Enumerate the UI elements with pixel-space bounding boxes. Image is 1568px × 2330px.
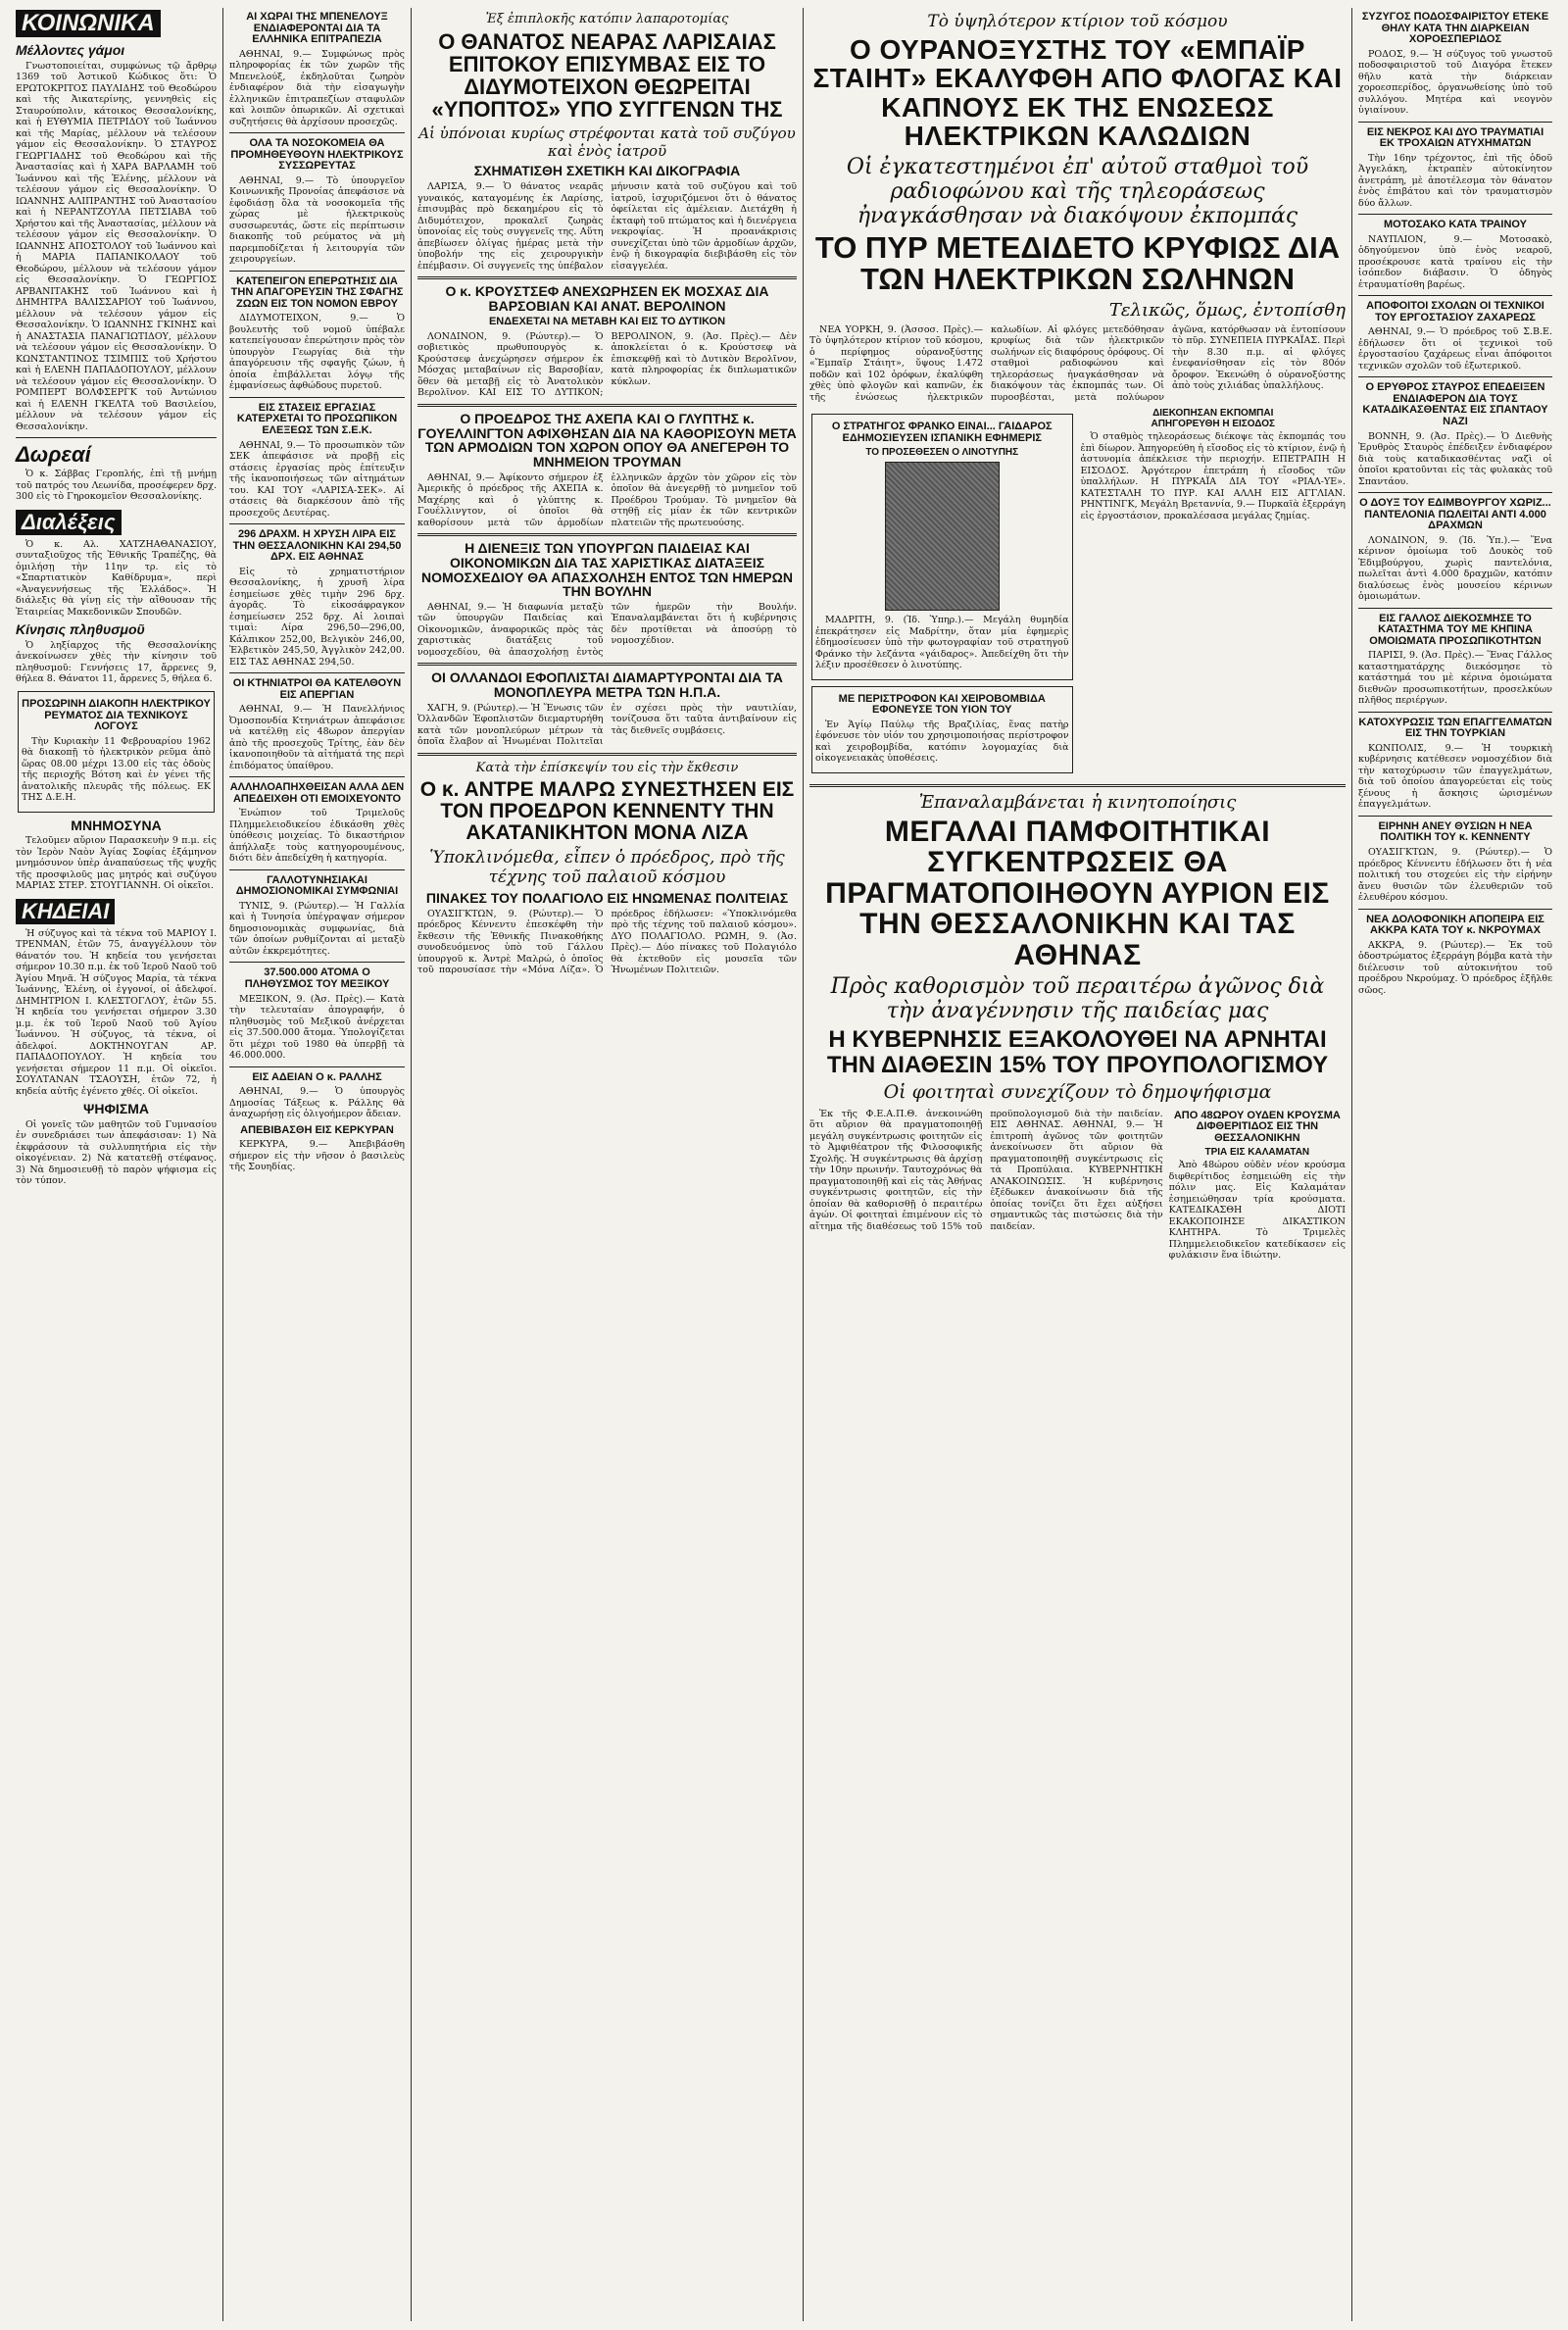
dialexeis-heading: Διαλέξεις	[16, 510, 122, 535]
kideiai-text: Ἡ σύζυγος καὶ τὰ τέκνα τοῦ ΜΑΡΙΟΥ Ι. ΤΡΕΝΜΑΝ, ἐτῶν 75, ἀναγγέλλουν τὸν θάνατόν του. Ἡ κηδεία του γενήσεται σήμερον 10.30 π.μ. ἐκ τοῦ Ἱεροῦ Ναοῦ τοῦ Ἁγίου Μηνᾶ. Ἡ σύζυγος Μαρία, τὰ τέκνα Ἰωάννης, Ἑλένη, οἱ ἐγγονοί, οἱ ἀδελφοί. ΔΗΜΗΤΡΙΟΝ Ι. ΚΛΕΣΤΟΓΛΟΥ, ἐτῶν 55. Ἡ κηδεία του γενήσεται σήμερον 3.30 μ.μ. ἐκ τοῦ Ἱεροῦ Ναοῦ τοῦ Ἁγίου Ἰωάννου. Ἡ σύζυγος, τὰ τέκνα, οἱ ἀδελφοί. ΔΟΚΤΗΝΟΥΓΑΝ ΑΡ. ΠΑΠΑΔΟΠΟΥΛΟΥ. Ἡ κηδεία του γενήσεται σήμερον 11 π.μ. Οἱ οἰκεῖοι. ΣΟΥΛΤΑΝΑΝ ΤΣΑΟΥΣΗ, ἐτῶν 72, ἡ κηδεία αὐτῆς ἐγένετο χθές. Οἱ οἰκεῖοι.	[16, 927, 217, 1097]
article-heading: ΕΙΣ ΓΑΛΛΟΣ ΔΙΕΚΟΣΜΗΣΕ ΤΟ ΚΑΤΑΣΤΗΜΑ ΤΟΥ ΜΕ ΚΗΠΙΝΑ ΟΜΟΙΩΜΑΤΑ ΠΡΟΣΩΠΙΚΟΤΗΤΩΝ	[1369, 612, 1542, 647]
article-text: ΑΘΗΝΑΙ, 9.— Τὸ ὑπουργεῖον Κοινωνικῆς Προνοίας ἀπεφάσισε νὰ ἐφοδιάσῃ ὅλα τὰ νοσοκομεῖα τῆς χώρας μὲ ἠλεκτρικοὺς συσσωρευτάς, ὥστε εἰς περίπτωσιν διακοπῆς τοῦ ρεύματος νὰ μὴ παρεμποδίζεται ἡ λειτουργία τῶν χειρουργείων.	[229, 174, 405, 266]
column-right	[1352, 8, 1558, 2321]
article-heading: ΑΠΟΦΟΙΤΟΙ ΣΧΟΛΩΝ ΟΙ ΤΕΧΝΙΚΟΙ ΤΟΥ ΕΡΓΟΣΤΑΣΙΟΥ ΖΑΧΑΡΕΩΣ	[1366, 300, 1544, 323]
article-text: ΑΘΗΝΑΙ, 9.— Ἡ Πανελλήνιος Ὀμοσπονδία Κτηνιάτρων ἀπεφάσισε νὰ κατέλθῃ εἰς 48ωρον ἀπεργίαν ἀπὸ τῆς προσεχοῦς Τρίτης, ἐὰν δὲν ἱκανοποιηθοῦν τὰ αἰτήματά της περὶ ἐπιδόματος ὑπαίθρου.	[229, 704, 405, 771]
kicker: Ἐπαναλαμβάνεται ἡ κινητοποίησις	[918, 791, 1237, 813]
students-body	[809, 1107, 1346, 1266]
kicker: Κατὰ τὴν ἐπίσκεψίν του εἰς τὴν ἔκθεσιν	[475, 760, 739, 775]
column-briefs	[223, 8, 412, 2321]
article-heading: Ο ΔΟΥΞ ΤΟΥ ΕΔΙΜΒΟΥΡΓΟΥ ΧΩΡΙΖ... ΠΑΝΤΕΛΟΝΙΑ ΠΩΛΕΙΤΑΙ ΑΝΤΙ 4.000 ΔΡΑΧΜΩΝ	[1359, 497, 1551, 532]
article-text: Ἐν Ἁγίῳ Παύλῳ τῆς Βραζιλίας, ἕνας πατὴρ ἐφόνευσε τὸν υἱόν του χρησιμοποιήσας περίστροφον καὶ χειροβομβίδα, κατόπιν λογομαχίας διὰ οἰκογενειακὰς ὑποθέσεις.	[815, 719, 1069, 765]
mellontes-heading: Μέλλοντες γάμοι	[16, 42, 125, 58]
column-social	[10, 8, 223, 2321]
article-text: ΜΕΞΙΚΟΝ, 9. (Ἀσ. Πρὲς).— Κατὰ τὴν τελευταίαν ἀπογραφήν, ὁ πληθυσμὸς τοῦ Μεξικοῦ ἀνέρχεται εἰς 37.500.000 ἄτομα. Ὑπολογίζεται ὅτι μέχρι τοῦ 1980 θὰ ὑπερβῇ τὰ 46.000.000.	[229, 993, 405, 1062]
article-text: Ἀπὸ 48ώρου οὐδὲν νέον κρούσμα διφθερίτιδος ἐσημειώθη εἰς τὴν πόλιν μας. Εἰς Καλαμάταν ἐσημειώθησαν τρία κρούσματα. ΚΑΤΕΔΙΚΑΣΘΗ ΔΙΟΤΙ ΕΚΑΚΟΠΟΙΗΣΕ ΔΙΚΑΣΤΙΚΟΝ ΚΛΗΤΗΡΑ. Τὸ Τριμελὲς Πλημμελειοδικεῖον κατεδίκασεν εἰς φυλάκισιν ἕνα ἰδιώτην.	[1168, 1160, 1346, 1262]
subheadline: Τελικῶς, ὅμως, ἐντοπίσθη	[1108, 299, 1346, 321]
subheadline: Ὑποκλινόμεθα, εἶπεν ὁ πρόεδρος, πρὸ τῆς τέχνης τοῦ παλαιοῦ κόσμου	[429, 848, 785, 887]
headline-budget: Η ΚΥΒΕΡΝΗΣΙΣ ΕΞΑΚΟΛΟΥΘΕΙ ΝΑ ΑΡΝΗΤΑΙ ΤΗΝ ΔΙΑΘΕΣΙΝ 15% ΤΟΥ ΠΡΟΥΠΟΛΟΓΙΣΜΟΥ	[826, 1026, 1329, 1078]
mnimosyna-text: Τελοῦμεν αὔριον Παρασκευὴν 9 π.μ. εἰς τὸν Ἱερὸν Ναὸν Ἁγίας Σοφίας ἑξάμηνον μνημόσυνον ὑπὲρ ἀναπαύσεως τῆς ψυχῆς τῆς προσφιλοῦς μας μητρός καὶ συζύγου ΜΑΡΙΑΣ ΣΤΕΡ. ΣΤΟΥΓΙΑΝΝΗ. Οἱ οἰκεῖοι.	[16, 835, 217, 892]
subheadline: Οἱ φοιτηταὶ συνεχίζουν τὸ δημοψήφισμα	[883, 1080, 1272, 1103]
article-subheading: ΔΙΕΚΟΠΗΣΑΝ ΕΚΠΟΜΠΑΙ	[1152, 408, 1274, 420]
article-heading: ΜΕ ΠΕΡΙΣΤΡΟΦΟΝ ΚΑΙ ΧΕΙΡΟΒΟΜΒΙΔΑ ΕΦΟΝΕΥΣΕ ΤΟΝ ΥΙΟΝ ΤΟΥ	[838, 692, 1046, 717]
article-text: Τὴν 16ην τρέχοντος, ἐπὶ τῆς ὁδοῦ Ἀγγελάκη, ἐκτραπὲν αὐτοκίνητον ἀνετράπη, μὲ ἀποτέλεσμα τὸν θάνατον ἑνὸς ἐπιβάτου καὶ τὸν τραυματισμὸν δύο ἄλλων.	[1358, 152, 1552, 209]
diakopi-text: Τὴν Κυριακὴν 11 Φεβρουαρίου 1962 θὰ διακοπῇ τὸ ἠλεκτρικὸν ρεῦμα ἀπὸ ὥρας 08.00 μέχρι 13.00 εἰς τὰς ὁδοὺς τῆς περιοχῆς Βότση καὶ ἐν γένει τῆς ἀνατολικῆς πλευρᾶς τῆς πόλεως. ΕΚ ΤΗΣ Δ.Ε.Η.	[22, 735, 211, 804]
article-heading: ΟΙ ΚΤΗΝΙΑΤΡΟΙ ΘΑ ΚΑΤΕΛΘΟΥΝ ΕΙΣ ΑΠΕΡΓΙΑΝ	[232, 677, 402, 701]
diakopi-heading: ΠΡΟΣΩΡΙΝΗ ΔΙΑΚΟΠΗ ΗΛΕΚΤΡΙΚΟΥ ΡΕΥΜΑΤΟΣ ΔΙΑ ΤΕΧΝΙΚΟΥΣ ΛΟΓΟΥΣ	[22, 697, 211, 733]
headline-fire: ΤΟ ΠΥΡ ΜΕΤΕΔΙΔΕΤΟ ΚΡΥΦΙΩΣ ΔΙΑ ΤΩΝ ΗΛΕΚΤΡΙΚΩΝ ΣΩΛΗΝΩΝ	[814, 229, 1341, 297]
article-heading: ΑΠΟ 48ΩΡΟΥ ΟΥΔΕΝ ΚΡΟΥΣΜΑ ΔΙΦΘΕΡΙΤΙΔΟΣ ΕΙΣ ΤΗΝ ΘΕΣΣΑΛΟΝΙΚΗΝ	[1173, 1109, 1341, 1144]
article-heading: ΚΑΤΕΠΕΙΓΟΝ ΕΠΕΡΩΤΗΣΙΣ ΔΙΑ ΤΗΝ ΑΠΑΓΟΡΕΥΣΙΝ ΤΗΣ ΣΦΑΓΗΣ ΖΩΩΝ ΕΙΣ ΤΟΝ ΝΟΜΟΝ ΕΒΡΟΥ	[230, 274, 404, 310]
newspaper-page	[10, 8, 1558, 2321]
subheadline-caps: ΣΧΗΜΑΤΙΣΘΗ ΣΧΕΤΙΚΗ ΚΑΙ ΔΙΚΟΓΡΑΦΙΑ	[473, 163, 741, 179]
article-heading: Ο ΣΤΡΑΤΗΓΟΣ ΦΡΑΝΚΟ ΕΙΝΑΙ... ΓΑΙΔΑΡΟΣ ΕΔΗΜΟΣΙΕΥΣΕΝ ΙΣΠΑΝΙΚΗ ΕΦΗΜΕΡΙΣ	[831, 421, 1053, 444]
article-text: ΝΑΥΠΛΙΟΝ, 9.— Μοτοσακὸ, ὁδηγούμενον ὑπὸ ἑνὸς νεαροῦ, προσέκρουσε κατὰ τραίνου εἰς τὴν ἰσόπεδον διάβασιν. Ὁ ὁδηγὸς ἐτραυματίσθη βαρέως.	[1358, 233, 1552, 290]
franco-photo	[885, 462, 1000, 611]
article-heading: ΜΟΤΟΣΑΚΟ ΚΑΤΑ ΤΡΑΙΝΟΥ	[1383, 219, 1528, 231]
dorea-text: Ὁ κ. Σάββας Γεροπλής, ἐπὶ τῇ μνήμῃ τοῦ πατρός του Λεωνίδα, προσέφερεν δρχ. 300 εἰς τὸ Γηροκομεῖον Θεσσαλονίκης.	[16, 469, 217, 503]
article-text: ΛΟΝΔΙΝΟΝ, 9. (Ρώυτερ).— Ὁ σοβιετικὸς πρωθυπουργὸς κ. Κρούστσεφ ἀνεχώρησεν σήμερον ἐκ Μόσχας μεταβαίνων εἰς Βαρσοβίαν, ὅθεν θὰ μεταβῇ εἰς τὸ Ἀνατολικὸν Βερολῖνον. ΚΑΙ ΕΙΣ ΤΟ ΔΥΤΙΚΟΝ; ΒΕΡΟΛΙΝΟΝ, 9. (Ἀσ. Πρὲς).— Δὲν ἀποκλείεται ὁ κ. Κρούστσεφ νὰ ἐπισκεφθῇ καὶ τὸ Δυτικὸν Βερολῖνον, κατὰ πληροφορίας ἐκ διπλωματικῶν κύκλων.	[417, 330, 797, 399]
article-text: Ἐκ τῆς Φ.Ε.Α.Π.Θ. ἀνεκοινώθη ὅτι αὔριον θὰ πραγματοποιηθῇ μεγάλη συγκέντρωσις φοιτητῶν εἰς τὸ Ἀμφιθέατρον τῆς Φιλοσοφικῆς Σχολῆς. Ἡ συγκέντρωσις θὰ ἀρχίσῃ τὴν 10ην πρωινήν. Ταυτοχρόνως θὰ πραγματοποιηθῇ καὶ εἰς τὰς Ἀθήνας συγκέντρωσις φοιτητῶν, εἰς τὴν ὁποίαν θὰ καθορισθῇ ὁ περαιτέρω ἀγών. Οἱ φοιτηταὶ ἐπιμένουν εἰς τὸ αἴτημα τῆς διαθέσεως τοῦ 15% τοῦ προϋπολογισμοῦ διὰ τὴν παιδείαν. ΕΙΣ ΑΘΗΝΑΣ. ΑΘΗΝΑΙ, 9.— Ἡ ἐπιτροπὴ ἀγῶνος τῶν φοιτητῶν ἀνεκοίνωσεν ὅτι αὔριον θὰ πραγματοποιηθῇ συγκέντρωσις εἰς τὰ Προπύλαια. ΚΥΒΕΡΝΗΤΙΚΗ ΑΝΑΚΟΙΝΩΣΙΣ. Ἡ κυβέρνησις ἐξέδωκεν ἀνακοίνωσιν διὰ τῆς ὁποίας τονίζει ὅτι ἔχει αὐξήσει σημαντικῶς τὰς πιστώσεις διὰ τὴν παιδείαν.	[809, 1108, 1163, 1232]
article-text: ΒΟΝΝΗ, 9. (Ἀσ. Πρὲς).— Ὁ Διεθνὴς Ἐρυθρὸς Σταυρὸς ἐπέδειξεν ἐνδιαφέρον διὰ τοὺς καταδικασθέντας ναζὶ οἱ ὁποῖοι κρατοῦνται εἰς τὰς φυλακὰς τοῦ Σπαντάου.	[1358, 430, 1552, 487]
article-heading: ΣΥΖΥΓΟΣ ΠΟΔΟΣΦΑΙΡΙΣΤΟΥ ΕΤΕΚΕ ΘΗΛΥ ΚΑΤΑ ΤΗΝ ΔΙΑΡΚΕΙΑΝ ΧΟΡΟΕΣΠΕΡΙΔΟΣ	[1361, 11, 1549, 46]
article-heading: ΟΛΑ ΤΑ ΝΟΣΟΚΟΜΕΙΑ ΘΑ ΠΡΟΜΗΘΕΥΘΟΥΝ ΗΛΕΚΤΡΙΚΟΥΣ ΣΥΣΣΩΡΕΥΤΑΣ	[230, 137, 404, 173]
article-subheading: ΤΟ ΠΡΟΣΕΘΕΣΕΝ Ο ΛΙΝΟΤΥΠΗΣ	[865, 447, 1019, 459]
article-heading: 296 ΔΡΑΧΜ. Η ΧΡΥΣΗ ΛΙΡΑ ΕΙΣ ΤΗΝ ΘΕΣΣΑΛΟΝΙΚΗΝ ΚΑΙ 294,50 ΔΡΧ. ΕΙΣ ΑΘΗΝΑΣ	[232, 528, 402, 564]
article-text: ΠΑΡΙΣΙ, 9. (Ἀσ. Πρὲς).— Ἕνας Γάλλος καταστηματάρχης διεκόσμησε τὸ κατάστημά του μὲ κέρινα ὁμοιώματα διεθνῶν προσωπικοτήτων, προσελκύων πλῆθος περιέργων.	[1358, 650, 1552, 707]
article-text: ΑΘΗΝΑΙ, 9.— Τὸ προσωπικὸν τῶν ΣΕΚ ἀπεφάσισε νὰ προβῇ εἰς στάσεις ἐργασίας πρὸς ἐπίτευξιν τῆς ἱκανοποιήσεως τῶν αἰτημάτων του. ΚΑΙ ΤΟΥ «ΛΑΡΙΣΑ-ΣΕΚ». Αἱ στάσεις θὰ διαρκέσουν ἀπὸ τῆς προσεχοῦς Δευτέρας.	[229, 439, 405, 519]
article-text: Εἰς τὸ χρηματιστήριον Θεσσαλονίκης, ἡ χρυσῆ λίρα ἐσημείωσε χθὲς τιμὴν 296 δρχ. ἀγορᾶς. Τὸ εἰκοσάφραγκον ἐσημείωσεν 252 δρχ. Αἱ λοιπαὶ τιμαὶ: Λίρα 296,50—296,00, Κάλπικον 252,00, Βελγικὸν 246,00, Ἐλβετικὸν 245,50, Ἀγγλικὸν 242,00. ΕΙΣ ΤΑΣ ΑΘΗΝΑΣ 294,50.	[229, 566, 405, 668]
koinonika-heading: ΚΟΙΝΩΝΙΚΑ	[16, 10, 161, 37]
article-heading: ΕΙΣ ΑΔΕΙΑΝ Ο κ. ΡΑΛΛΗΣ	[252, 1070, 382, 1083]
article-text: ΝΕΑ ΥΟΡΚΗ, 9. (Ἀσσοσ. Πρὲς).— Τὸ ὑψηλότερον κτίριον τοῦ κόσμου, ὁ περίφημος οὐρανοξύστης «Ἔμπαϊρ Στάιητ», ὕψους 1.472 ποδῶν καὶ 102 ὀρόφων, ἐκαλύφθη χθὲς ὑπὸ φλογῶν καὶ καπνῶν, ἐκ τῆς ἐνώσεως ἠλεκτρικῶν καλωδίων. Αἱ φλόγες μετεδόθησαν κρυφίως διὰ τῶν ἠλεκτρικῶν σωλήνων εἰς διαφόρους ὀρόφους. Οἱ σταθμοὶ ραδιοφώνου καὶ τηλεοράσεως ἠναγκάσθησαν νὰ διακόψουν τὰς ἐκπομπάς των. Οἱ πυροσβέσται, μετὰ πολύωρον ἀγῶνα, κατόρθωσαν νὰ ἐντοπίσουν τὸ πῦρ. ΣΥΝΕΠΕΙΑ ΠΥΡΚΑΪΑΣ. Περὶ τὴν 8.30 π.μ. αἱ φλόγες ἐνεφανίσθησαν εἰς τὸν 80όν ὄροφον. Ἐκενώθη ὁ οὐρανοξύστης ἀπὸ τοὺς χιλιάδας ὑπαλλήλους.	[809, 323, 1346, 403]
article-text: ΜΑΔΡΙΤΗ, 9. (Ἰδ. Ὑπηρ.).— Μεγάλη θυμηδία ἐπεκράτησεν εἰς Μαδρίτην, ὅταν μία ἐφημερὶς ἐδημοσίευσεν ὑπὸ τὴν φωτογραφίαν τοῦ στρατηγοῦ Φράνκο τὴν λεζάντα «γάιδαρος». Ἀπεδείχθη ὅτι τὴν λέξιν προσέθεσεν ὁ λινοτύπης.	[815, 615, 1069, 671]
article-heading: Ο ΕΡΥΘΡΟΣ ΣΤΑΥΡΟΣ ΕΠΕΔΕΙΞΕΝ ΕΝΔΙΑΦΕΡΟΝ ΔΙΑ ΤΟΥΣ ΚΑΤΑΔΙΚΑΣΘΕΝΤΑΣ ΕΙΣ ΣΠΑΝΤΑΟΥ ΝΑΖΙ	[1362, 381, 1548, 428]
article-text: ΤΥΝΙΣ, 9. (Ρώυτερ).— Ἡ Γαλλία καὶ ἡ Τυνησία ὑπέγραψαν σήμερον δημοσιονομικὰς συμφωνίας, διὰ τῶν ὁποίων ρυθμίζονται αἱ μεταξὺ αὐτῶν ἐκκρεμότητες.	[229, 900, 405, 957]
column-main-right	[804, 8, 1352, 2321]
article-heading: 37.500.000 ΑΤΟΜΑ Ο ΠΛΗΘΥΣΜΟΣ ΤΟΥ ΜΕΞΙΚΟΥ	[244, 967, 390, 991]
article-heading: ΑΠΕΒΙΒΑΣΘΗ ΕΙΣ ΚΕΡΚΥΡΑΝ	[240, 1123, 394, 1136]
subheadline: Αἱ ὑπόνοιαι κυρίως στρέφονται κατὰ τοῦ συζύγου καὶ ἑνὸς ἰατροῦ	[418, 124, 796, 161]
article-text: ΧΑΓΗ, 9. (Ρώυτερ).— Ἡ Ἕνωσις τῶν Ὁλλανδῶν Ἐφοπλιστῶν διεμαρτυρήθη κατὰ τῶν μονοπλεύρων μέτρων τὰ ὁποῖα ἔλαβον αἱ Ἡνωμέναι Πολιτεῖαι ἐν σχέσει πρὸς τὴν ναυτιλίαν, τονίζουσα ὅτι ταῦτα ἀντιβαίνουν εἰς τὰς διεθνεῖς συμβάσεις.	[417, 702, 797, 748]
kinisis-heading: Κίνησις πληθυσμοῦ	[16, 621, 145, 638]
article-heading: ΕΙΣ ΣΤΑΣΕΙΣ ΕΡΓΑΣΙΑΣ ΚΑΤΕΡΧΕΤΑΙ ΤΟ ΠΡΟΣΩΠΙΚΟΝ ΕΛΕΞΕΩΣ ΤΩΝ Σ.Ε.Κ.	[236, 401, 398, 437]
article-text: ΑΘΗΝΑΙ, 9.— Ἀφίκοντο σήμερον ἐξ Ἀμερικῆς ὁ πρόεδρος τῆς ΑΧΕΠΑ κ. Μαχέρης καὶ ὁ γλύπτης κ. Γουέλλινγτον, οἱ ὁποῖοι θὰ καθορίσουν μετὰ τῶν ἁρμοδίων ἑλληνικῶν ἀρχῶν τὸν χῶρον εἰς τὸν ὁποῖον θὰ ἀνεγερθῇ τὸ μνημεῖον τοῦ Προέδρου Τρούμαν. Τὸ μνημεῖον θὰ στηθῇ εἰς μίαν ἐκ τῶν κεντρικῶν πλατειῶν τῆς πρωτευούσης.	[417, 471, 797, 528]
article-text: ΑΘΗΝΑΙ, 9.— Ὁ ὑπουργὸς Δημοσίας Τάξεως κ. Ράλλης θὰ ἀναχωρήσῃ εἰς ὀλιγοήμερον ἄδειαν.	[229, 1086, 405, 1120]
headline-dutch: ΟΙ ΟΛΛΑΝΔΟΙ ΕΦΟΠΛΙΣΤΑΙ ΔΙΑΜΑΡΤΥΡΟΝΤΑΙ ΔΙΑ ΤΑ ΜΟΝΟΠΛΕΥΡΑ ΜΕΤΡΑ ΤΩΝ Η.Π.Α.	[431, 669, 783, 701]
subheadline-caps: ΠΙΝΑΚΕΣ ΤΟΥ ΠΟΛΑΓΙΟΛΟ ΕΙΣ ΗΝΩΜΕΝΑΣ ΠΟΛΙΤΕΙΑΣ	[425, 890, 789, 906]
article-heading: ΕΙΡΗΝΗ ΑΝΕΥ ΘΥΣΙΩΝ Η ΝΕΑ ΠΟΛΙΤΙΚΗ ΤΟΥ κ. ΚΕΝΝΕΝΤΥ	[1378, 819, 1533, 844]
subheadline: Πρὸς καθορισμὸν τοῦ περαιτέρω ἀγῶνος διὰ τὴν ἀναγέννησιν τῆς παιδείας μας	[830, 974, 1325, 1024]
article-subheading: ΑΠΗΓΟΡΕΥΘΗ Η ΕΙΣΟΔΟΣ	[1151, 419, 1276, 430]
article-text: ΔΙΔΥΜΟΤΕΙΧΟΝ, 9.— Ὁ βουλευτὴς τοῦ νομοῦ ὑπέβαλε κατεπείγουσαν ἐπερώτησιν πρὸς τὸν ὑπουργὸν Γεωργίας διὰ τὴν ἀπαγόρευσιν τῆς σφαγῆς ζώων, ἡ ὁποία ἐπιβάλλεται λόγῳ τῆς ἐμφανίσεως ἀφθώδους πυρετοῦ.	[229, 313, 405, 392]
article-text: ΚΕΡΚΥΡΑ, 9.— Ἀπεβιβάσθη σήμερον εἰς τὴν νῆσον ὁ βασιλεὺς τῆς Σουηδίας.	[229, 1139, 405, 1173]
article-subheading: ΤΡΙΑ ΕΙΣ ΚΑΛΑΜΑΤΑΝ	[1204, 1147, 1310, 1159]
franco-box	[809, 408, 1075, 779]
kicker: Ἐξ ἐπιπλοκῆς κατόπιν λαπαροτομίας	[485, 12, 729, 26]
kideiai-heading: ΚΗΔΕΙΑΙ	[16, 899, 115, 924]
article-text: ΚΩΝΠΟΛΙΣ, 9.— Ἡ τουρκικὴ κυβέρνησις κατέθεσεν νομοσχέδιον διὰ τὴν κατοχύρωσιν τῶν ἐπαγγελμάτων, διὰ τοῦ ὁποίου ἀπαγορεύεται εἰς τοὺς ξένους ἡ ἄσκησις ὡρισμένων ἐπαγγελμάτων.	[1358, 742, 1552, 811]
article-text: ΑΘΗΝΑΙ, 9.— Ὁ πρόεδρος τοῦ Σ.Β.Ε. ἐδήλωσεν ὅτι οἱ τεχνικοὶ τοῦ ἐργοστασίου ζαχάρεως εἶναι ἀπόφοιτοι τεχνικῶν σχολῶν τοῦ ἐξωτερικοῦ.	[1358, 326, 1552, 372]
article-heading: ΓΑΛΛΟΤΥΝΗΣΙΑΚΑΙ ΔΗΜΟΣΙΟΝΟΜΙΚΑΙ ΣΥΜΦΩΝΙΑΙ	[235, 873, 399, 898]
mellontes-text: Γνωστοποιείται, συμφώνως τῷ ἄρθρῳ 1369 τοῦ Ἀστικοῦ Κώδικος ὅτι: Ὁ ΕΡΩΤΟΚΡΙΤΟΣ ΠΑΥΛΙΔΗΣ τοῦ Θεοδώρου καὶ τῆς Ἀικατερίνης, γεννηθεὶς εἰς Σταυρούπολιν, κάτοικος Θεσσαλονίκης, καὶ ἡ ΕΥΘΥΜΙΑ ΠΕΤΡΙΔΟΥ τοῦ Ἰωάννου καὶ τῆς Μαρίας, μέλλουν νὰ τελέσουν γάμον εἰς Θεσσαλονίκην. Ὁ ΣΤΑΥΡΟΣ ΓΕΩΡΓΙΑΔΗΣ τοῦ Θεοδώρου καὶ τῆς Ἀναστασίας καὶ ἡ ΧΑΡΑ ΒΑΡΛΑΜΗ τοῦ Ἰωάννου καὶ τῆς Ἑλένης, μέλλουν νὰ τελέσουν γάμον εἰς Θεσσαλονίκην. Ὁ ΙΩΑΝΝΗΣ ΑΛΙΠΡΑΝΤΗΣ τοῦ Ἀναστασίου καὶ ἡ ΝΕΡΑΝΤΖΟΥΛΑ ΠΕΤΣΙΑΒΑ τοῦ Χρήστου καὶ τῆς Ἀναστασίας, μέλλουν νὰ τελέσουν γάμον εἰς Θεσσαλονίκην. Ὁ ΙΩΑΝΝΗΣ ΑΠΟΣΤΟΛΟΥ τοῦ Ἰωάννου καὶ ἡ ΜΑΡΙΑ ΠΑΠΑΝΙΚΟΛΑΟΥ τοῦ Θεοδώρου, μέλλουν νὰ τελέσουν γάμον εἰς Θεσσαλονίκην. Ὁ ΓΕΩΡΓΙΟΣ ΑΡΒΑΝΙΤΑΚΗΣ τοῦ Ἰωάννου καὶ ἡ ΔΗΜΗΤΡΑ ΒΑΛΙΣΣΑΡΙΟΥ τοῦ Ἰωάννου, μέλλουν νὰ τελέσουν γάμον εἰς Θεσσαλονίκην. Ὁ ΙΩΑΝΝΗΣ ΓΚΙΝΗΣ καὶ ἡ ΑΝΑΣΤΑΣΙΑ ΠΑΝΑΓΙΩΤΙΔΟΥ, μέλλουν νὰ τελέσουν γάμον εἰς Θεσσαλονίκην. Ὁ ΚΩΝΣΤΑΝΤΙΝΟΣ ΤΣΙΜΠΙΣ τοῦ Χρήστου καὶ ἡ ΕΛΕΝΗ ΠΑΠΑΔΟΠΟΥΛΟΥ, μέλλουν νὰ τελέσουν γάμον εἰς Θεσσαλονίκην. Ὁ ΡΟΜΠΕΡΤ ΒΟΛΦΣΕΡΓΚ τοῦ Ἀντώνιου καὶ ἡ ΕΛΕΝΗ ΓΚΕΛΤΑ τοῦ Βασιλείου, μέλλουν νὰ τελέσουν γάμον εἰς Θεσσαλονίκην.	[16, 60, 217, 432]
article-text: ΑΘΗΝΑΙ, 9.— Ἡ διαφωνία μεταξὺ τῶν ὑπουργῶν Παιδείας καὶ Οἰκονομικῶν, ἀναφορικῶς πρὸς τὰς χαριστικὰς διατάξεις τοῦ νομοσχεδίου, θὰ ἀπασχολήσῃ ἐντὸς τῶν ἡμερῶν τὴν Βουλήν. Ἐπαναλαμβάνεται ὅτι ἡ κυβέρνησις δὲν προτίθεται νὰ ἀποσύρῃ τὸ νομοσχέδιον.	[417, 601, 797, 658]
article-text: Ἐνώπιον τοῦ Τριμελοῦς Πλημμελειοδικείου ἐδικάσθη χθὲς ὑπόθεσις μοιχείας. Τὸ δικαστήριον ἀπήλλαξε τοὺς κατηγορουμένους, διότι δὲν ἀπεδείχθη ἡ κατηγορία.	[229, 808, 405, 865]
psifisma-text: Οἱ γονεῖς τῶν μαθητῶν τοῦ Γυμνασίου ἐν συνεδριάσει των ἀπεφάσισαν: 1) Νὰ ἐκφράσουν τὰ συλλυπητήρια εἰς τὴν οἰκογένειαν. 2) Νὰ κατατεθῇ στέφανος. 3) Νὰ δημοσιευθῇ τὸ παρὸν ψήφισμα εἰς τὸν τύπον.	[16, 1118, 217, 1187]
article-text: Ὁ σταθμὸς τηλεοράσεως διέκοψε τὰς ἐκπομπάς του ἐπὶ δίωρον. Ἀπηγορεύθη ἡ εἴσοδος εἰς τὸ κτίριον, ἐνῷ ἡ ἀστυνομία ἀπέκλεισε τὴν περιοχήν. ΕΠΕΤΡΑΠΗ Η ΕΙΣΟΔΟΣ. Ἀργότερον ἐπετράπη ἡ εἴσοδος τῶν ὑπαλλήλων. Η ΠΥΡΚΑΪΑ ΔΙΑ ΤΟΥ «ΡΙΑΛ-ΥΕ». ΚΑΤΕΣΤΑΛΗ ΤΟ ΠΥΡ. ΚΑΙ ΑΛΛΗ ΕΙΣ ΑΓΓΛΙΑΝ. ΡΗΝΤΙΝΓΚ, Μεγάλη Βρεταννία, 9.— Πυρκαϊὰ ἐξερράγη εἰς ἐργοστάσιον, προκαλέσασα μεγάλας ζημίας.	[1080, 431, 1346, 521]
headline-malraux: Ο κ. ΑΝΤΡΕ ΜΑΛΡΩ ΣΥΝΕΣΤΗΣΕΝ ΕΙΣ ΤΟΝ ΠΡΟΕΔΡΟΝ ΚΕΝΝΕΝΤΥ ΤΗΝ ΑΚΑΤΑΝΙΚΗΤΟΝ ΜΟΝΑ ΛΙΖΑ	[419, 777, 795, 844]
headline-ahepa: Ο ΠΡΟΕΔΡΟΣ ΤΗΣ ΑΧΕΠΑ ΚΑΙ Ο ΓΛΥΠΤΗΣ κ. ΓΟΥΕΛΛΙΝΓΤΟΝ ΑΦΙΧΘΗΣΑΝ ΔΙΑ ΝΑ ΚΑΘΟΡΙΣΟΥΝ ΜΕΤΑ ΤΩΝ ΑΡΜΟΔΙΩΝ ΤΟΝ ΧΩΡΟΝ ΟΠΟΥ ΘΑ ΑΝΕΓΕΡΘΗ ΤΟ ΜΝΗΜΕΙΟΝ ΤΡΟΥΜΑΝ	[417, 410, 797, 471]
article-heading: ΑΛΛΗΛΟΑΠΗΧΘΕΙΣΑΝ ΑΛΛΑ ΔΕΝ ΑΠΕΔΕΙΧΘΗ ΟΤΙ ΕΜΟΙΧΕΥΟΝΤΟ	[229, 781, 405, 805]
fire-continued	[1081, 408, 1347, 779]
headline-khrushchev: Ο κ. ΚΡΟΥΣΤΣΕΦ ΑΝΕΧΩΡΗΣΕΝ ΕΚ ΜΟΣΧΑΣ ΔΙΑ ΒΑΡΣΟΒΙΑΝ ΚΑΙ ΑΝΑΤ. ΒΕΡΟΛΙΝΟΝ	[445, 283, 769, 314]
psifisma-heading: ΨΗΦΙΣΜΑ	[83, 1101, 149, 1117]
article-text: ΟΥΑΣΙΓΚΤΩΝ, 9. (Ρώυτερ).— Ὁ πρόεδρος Κέννεντυ ἐδήλωσεν ὅτι ἡ νέα πολιτική του στοχεύει εἰς τὴν εἰρήνην ἄνευ θυσιῶν τῶν ἐλευθεριῶν τοῦ ἐλευθέρου κόσμου.	[1358, 847, 1552, 904]
kinisis-text: Ὁ ληξίαρχος τῆς Θεσσαλονίκης ἀνεκοίνωσεν χθὲς τὴν κίνησιν τοῦ πληθυσμοῦ: Γεννήσεις 17, ἄρρενες 9, θήλεα 8. Θάνατοι 11, ἄρρενες 5, θήλεα 6.	[16, 639, 217, 685]
kicker: Τὸ ὑψηλότερον κτίριον τοῦ κόσμου	[927, 12, 1228, 31]
headline-larisa: Ο ΘΑΝΑΤΟΣ ΝΕΑΡΑΣ ΛΑΡΙΣΑΙΑΣ ΕΠΙΤΟΚΟΥ ΕΠΙΣΥΜΒΑΣ ΕΙΣ ΤΟ ΔΙΔΥΜΟΤΕΙΧΟΝ ΘΕΩΡΕΙΤΑΙ «ΥΠΟΠΤΟΣ» ΥΠΟ ΣΥΓΓΕΝΩΝ ΤΗΣ	[431, 29, 783, 123]
headline-empire-state: Ο ΟΥΡΑΝΟΞΥΣΤΗΣ ΤΟΥ «ΕΜΠΑΪΡ ΣΤΑΙΗΤ» ΕΚΑΛΥΦΘΗ ΑΠΟ ΦΛΟΓΑΣ ΚΑΙ ΚΑΠΝΟΥΣ ΕΚ ΤΗΣ ΕΝΩΣΕΩΣ ΗΛΕΚΤΡΙΚΩΝ ΚΑΛΩΔΙΩΝ	[812, 34, 1343, 152]
mnimosyna-heading: ΜΝΗΜΟΣΥΝΑ	[71, 817, 162, 833]
headline-education: Η ΔΙΕΝΕΞΙΣ ΤΩΝ ΥΠΟΥΡΓΩΝ ΠΑΙΔΕΙΑΣ ΚΑΙ ΟΙΚΟΝΟΜΙΚΩΝ ΔΙΑ ΤΑΣ ΧΑΡΙΣΤΙΚΑΣ ΔΙΑΤΑΞΕΙΣ ΝΟΜΟΣΧΕΔΙΟΥ ΘΑ ΑΠΑΣΧΟΛΗΣΗ ΕΝΤΟΣ ΤΩΝ ΗΜΕΡΩΝ ΤΗΝ ΒΟΥΛΗΝ	[421, 540, 793, 600]
article-heading: ΕΙΣ ΝΕΚΡΟΣ ΚΑΙ ΔΥΟ ΤΡΑΥΜΑΤΙΑΙ ΕΚ ΤΡΟΧΑΙΩΝ ΑΤΥΧΗΜΑΤΩΝ	[1366, 125, 1544, 150]
diphtheria-box	[1169, 1107, 1346, 1266]
column-main-left	[412, 8, 804, 2321]
article-text: ΛΑΡΙΣΑ, 9.— Ὁ θάνατος νεαρᾶς γυναικός, καταγομένης ἐκ Λαρίσης, ἐπισυμβὰς πρὸ δεκαημέρου εἰς τὸ Διδυμότειχον, προκαλεῖ ζωηρὰς ὑπονοίας εἰς τοὺς συγγενεῖς της. Αὕτη ἀπεβίωσεν ὀλίγας ἡμέρας μετὰ τὴν ὑποβολήν της εἰς χειρουργικὴν ἐπέμβασιν. Οἱ συγγενεῖς της ὑπέβαλον μήνυσιν κατὰ τοῦ συζύγου καὶ τοῦ ἰατροῦ, ἰσχυριζόμενοι ὅτι ὁ θάνατος ὀφείλεται εἰς ἀμέλειαν. Διετάχθη ἡ ἐκταφὴ τοῦ πτώματος καὶ ἡ διενέργεια νεκροψίας. Ἡ προανάκρισις συνεχίζεται ὑπὸ τῶν ἁρμοδίων ἀρχῶν, ἐνῷ ἡ δικογραφία διεβιβάσθη εἰς τὸν εἰσαγγελέα.	[417, 181, 797, 272]
subheadline-caps: ΕΝΔΕΧΕΤΑΙ ΝΑ ΜΕΤΑΒΗ ΚΑΙ ΕΙΣ ΤΟ ΔΥΤΙΚΟΝ	[488, 316, 726, 328]
article-heading: ΚΑΤΟΧΥΡΩΣΙΣ ΤΩΝ ΕΠΑΓΓΕΛΜΑΤΩΝ ΕΙΣ ΤΗΝ ΤΟΥΡΚΙΑΝ	[1358, 716, 1552, 740]
article-text: ΡΟΔΟΣ, 9.— Ἡ σύζυγος τοῦ γνωστοῦ ποδοσφαιριστοῦ τοῦ Διαγόρα ἔτεκεν θῆλυ κατὰ τὴν διάρκειαν χοροεσπερίδος, ὀργανωθείσης ὑπὸ τοῦ συλλόγου. Μητέρα καὶ νεογνὸν ὑγιαίνουν.	[1358, 48, 1552, 117]
article-text: ΟΥΑΣΙΓΚΤΩΝ, 9. (Ρώυτερ).— Ὁ πρόεδρος Κέννεντυ ἐπεσκέφθη τὴν ἔκθεσιν τῆς Ἐθνικῆς Πινακοθήκης συνοδευόμενος ὑπὸ τοῦ Γάλλου ὑπουργοῦ κ. Ἀντρὲ Μαλρώ, ὁ ὁποῖος τοῦ παρουσίασε τὴν «Μόνα Λίζα». Ὁ πρόεδρος ἐδήλωσεν: «Ὑποκλινόμεθα πρὸ τῆς τέχνης τοῦ παλαιοῦ κόσμου». ΔΥΟ ΠΟΛΑΓΙΟΛΟ. ΡΩΜΗ, 9. (Ἀσ. Πρὲς).— Δύο πίνακες τοῦ Πολαγιόλο θὰ ἐκτεθοῦν εἰς μουσεῖα τῶν Ἡνωμένων Πολιτειῶν.	[417, 908, 797, 976]
headline-students: ΜΕΓΑΛΑΙ ΠΑΜΦΟΙΤΗΤΙΚΑΙ ΣΥΓΚΕΝΤΡΩΣΕΙΣ ΘΑ ΠΡΑΓΜΑΤΟΠΟΙΗΘΟΥΝ ΑΥΡΙΟΝ ΕΙΣ ΤΗΝ ΘΕΣΣΑΛΟΝΙΚΗΝ ΚΑΙ ΤΑΣ ΑΘΗΝΑΣ	[825, 815, 1330, 971]
article-text: ΑΘΗΝΑΙ, 9.— Συμφώνως πρὸς πληροφορίας ἐκ τῶν χωρῶν τῆς Μπενελούξ, ἐκδηλοῦται ζωηρὸν ἐνδιαφέρον διὰ τὴν εἰσαγωγὴν ἑλληνικῶν ἐπιτραπεζίων σταφυλῶν καὶ λοιπῶν ὀπωρικῶν. Αἱ σχετικαὶ συζητήσεις θὰ ἀρχίσουν προσεχῶς.	[229, 48, 405, 127]
article-text: ΑΚΚΡΑ, 9. (Ρώυτερ).— Ἐκ τοῦ ὁδοστρώματος ἐξερράγη βόμβα κατὰ τὴν διέλευσιν τοῦ αὐτοκινήτου τοῦ προέδρου Νκρούμαχ. Ὁ πρόεδρος ἐξῆλθε σῶος.	[1358, 939, 1552, 996]
article-text: ΛΟΝΔΙΝΟΝ, 9. (Ἰδ. Ὑπ.).— Ἕνα κέρινον ὁμοίωμα τοῦ Δουκὸς τοῦ Ἐδιμβούργου, χωρὶς παντελόνια, πωλεῖται ἀντὶ 4.000 δραχμῶν, κατόπιν διαλύσεως ἑνὸς μουσείου κέρινων ὁμοιωμάτων.	[1358, 534, 1552, 603]
dialexeis-text: Ὁ κ. Αλ. ΧΑΤΖΗΑΘΑΝΑΣΙΟΥ, συνταξιοῦχος τῆς Ἐθνικῆς Τραπέζης, θὰ ὁμιλήσῃ τὴν 11ην τρ. εἰς τὸ «Σπαρτιατικὸν Καθίδρυμα», περὶ «Ἀναγεννήσεως τῆς Ἑλλάδος». Ἡ διάλεξις θὰ γίνῃ εἰς τὴν αἴθουσαν τῆς Ἑταιρείας Μακεδονικῶν Σπουδῶν.	[16, 538, 217, 618]
boxes-row	[809, 408, 1346, 779]
diakopi-notice	[18, 691, 215, 813]
article-heading: ΝΕΑ ΔΟΛΟΦΟΝΙΚΗ ΑΠΟΠΕΙΡΑ ΕΙΣ ΑΚΚΡΑ ΚΑΤΑ ΤΟΥ κ. ΝΚΡΟΥΜΑΧ	[1366, 913, 1544, 937]
dorea-heading: Δωρεαί	[16, 442, 91, 468]
subheadline: Οἱ ἐγκατεστημένοι ἐπ' αὐτοῦ σταθμοὶ τοῦ ραδιοφώνου καὶ τῆς τηλεοράσεως ἠναγκάσθησαν νὰ διακόψουν ἐκπομπάς	[846, 154, 1309, 228]
article-heading: ΑΙ ΧΩΡΑΙ ΤΗΣ ΜΠΕΝΕΛΟΥΞ ΕΝΔΙΑΦΕΡΟΝΤΑΙ ΔΙΑ ΤΑ ΕΛΛΗΝΙΚΑ ΕΠΙΤΡΑΠΕΖΙΑ	[246, 11, 388, 46]
